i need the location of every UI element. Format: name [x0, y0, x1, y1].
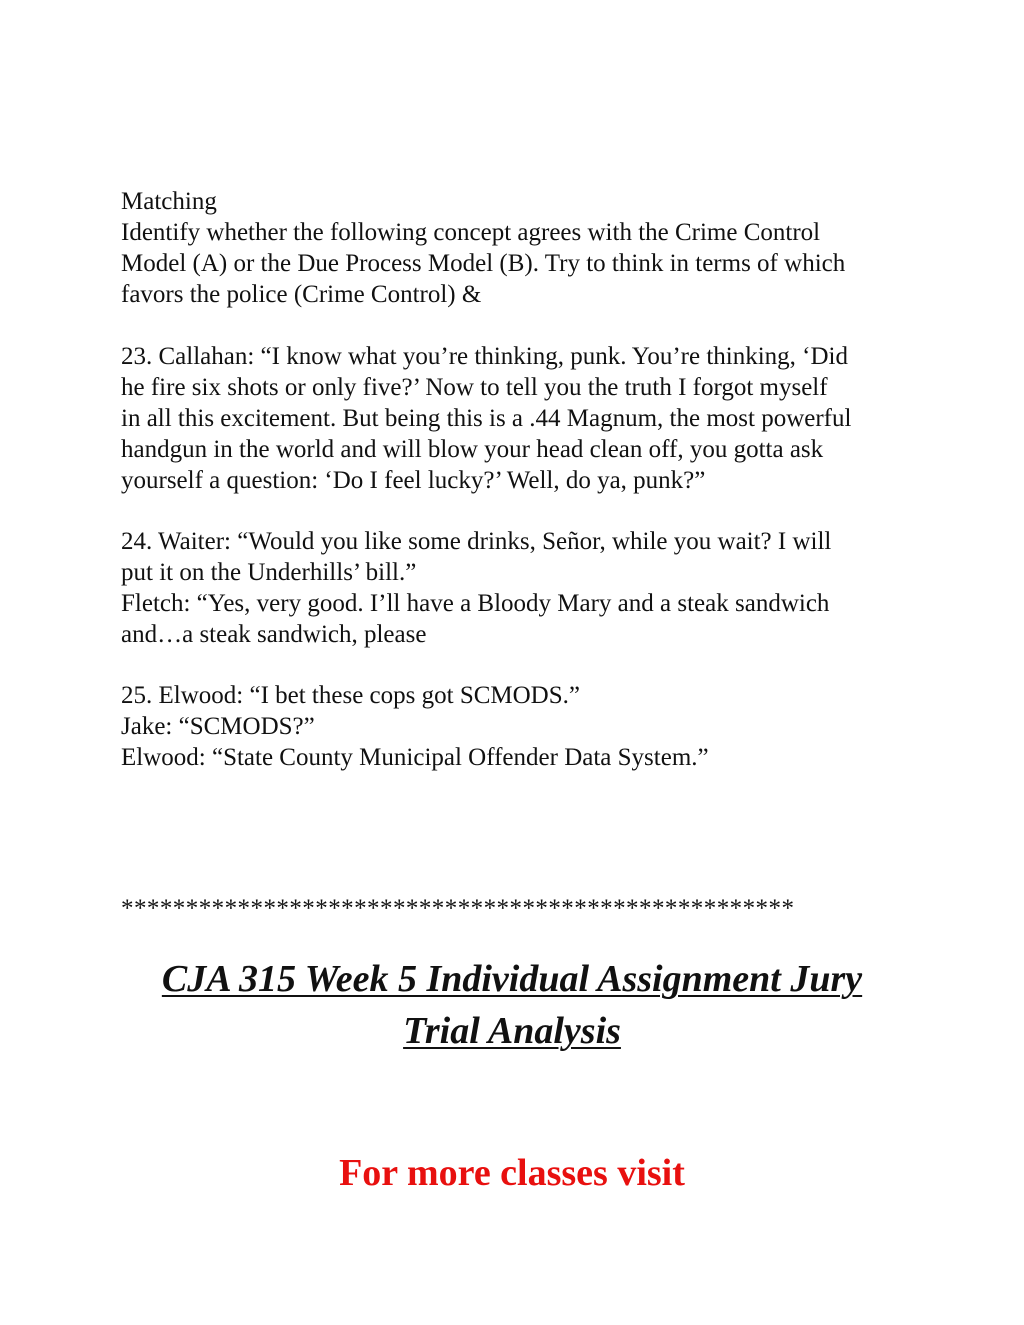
question-line: Elwood: “State County Municipal Offender Data System.”: [121, 744, 709, 771]
separator-asterisks: ****************************************************: [121, 895, 795, 922]
question-line: Fletch: “Yes, very good. I’ll have a Bloody Mary and a steak sandwich: [121, 590, 830, 617]
question-line: and…a steak sandwich, please: [121, 621, 427, 648]
question-24: [121, 526, 921, 650]
question-line: he fire six shots or only five?’ Now to tell you the truth I forgot myself: [121, 374, 828, 401]
question-25: [121, 680, 921, 773]
promo-text: For more classes visit: [339, 1152, 685, 1194]
matching-heading: Matching: [121, 188, 217, 215]
matching-instructions-line: favors the police (Crime Control) &: [121, 281, 482, 308]
assignment-title-line-2[interactable]: Trial Analysis: [403, 1010, 621, 1052]
question-line: in all this excitement. But being this is a .44 Magnum, the most powerful: [121, 405, 852, 432]
question-line: yourself a question: ‘Do I feel lucky?’ Well, do ya, punk?”: [121, 467, 706, 494]
assignment-title-line-1[interactable]: CJA 315 Week 5 Individual Assignment Jury: [161, 958, 863, 1000]
question-line: 23. Callahan: “I know what you’re thinking, punk. You’re thinking, ‘Did: [121, 343, 848, 370]
matching-section: [121, 186, 921, 310]
question-line: put it on the Underhills’ bill.”: [121, 559, 417, 586]
matching-instructions-line: Model (A) or the Due Process Model (B). Try to think in terms of which: [121, 250, 846, 277]
question-line: 25. Elwood: “I bet these cops got SCMODS.”: [121, 682, 580, 709]
question-line: handgun in the world and will blow your head clean off, you gotta ask: [121, 436, 824, 463]
matching-instructions-line: Identify whether the following concept agrees with the Crime Control: [121, 219, 821, 246]
question-line: 24. Waiter: “Would you like some drinks, Señor, while you wait? I will: [121, 528, 832, 555]
question-line: Jake: “SCMODS?”: [121, 713, 315, 740]
question-23: [121, 341, 921, 496]
